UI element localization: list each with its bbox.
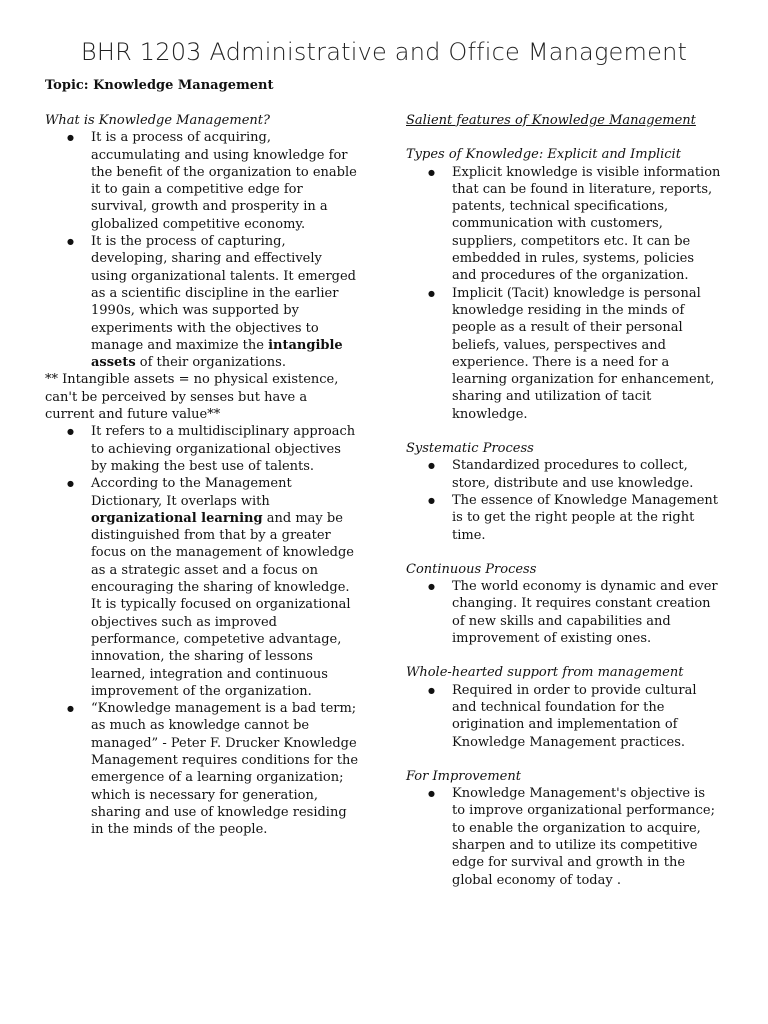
- text-run: of their organizations.: [135, 355, 286, 371]
- list-item: ● “Knowledge management is a bad term; as much as knowledge cannot be managed” - Peter F. Drucker Knowledge Management requires conditions for the emergence of a learning organization; which is necessary for generation, sharing and use of knowledge residing in the minds of the people.: [45, 700, 359, 838]
- what-is-km-heading: What is Knowledge Management?: [45, 113, 270, 128]
- continuous-list: [406, 578, 722, 647]
- improvement-heading: For Improvement: [406, 768, 521, 784]
- list-item: ● Required in order to provide cultural and technical foundation for the origination and implementation of Knowledge Management practices.: [406, 682, 722, 751]
- bold-term: intangible assets: [91, 337, 343, 371]
- list-item: [45, 233, 359, 371]
- text-run: It is the process of capturing, developing, sharing and effectively using organizational talents. It emerged as a scientific discipline in the earlier 1990s, which was supported by experiments with the objectives to manage and maximize the: [91, 234, 357, 353]
- list-item: [45, 475, 359, 700]
- types-heading: Types of Knowledge: Explicit and Implicit: [406, 147, 681, 163]
- what-is-km-list: [45, 129, 359, 371]
- what-is-km-list-continued: [45, 423, 359, 838]
- list-item: ● It is a process of acquiring, accumulating and using knowledge for the benefit of the organization to enable it to gain a competitive edge for survival, growth and prosperity in a globalized competitive economy.: [45, 129, 359, 233]
- document-title: BHR 1203 Administrative and Office Management: [80, 38, 688, 66]
- intangible-assets-note: ** Intangible assets = no physical existence, can't be perceived by senses but have a current and future value**: [45, 372, 339, 423]
- continuous-heading: Continuous Process: [406, 561, 537, 577]
- left-column: [45, 112, 359, 838]
- text-run: According to the Management Dictionary, It overlaps with: [91, 476, 292, 509]
- types-section: [406, 146, 722, 423]
- support-heading: Whole-hearted support from management: [406, 665, 684, 681]
- systematic-heading: Systematic Process: [406, 441, 534, 457]
- right-column: [406, 112, 722, 889]
- list-item: ● It refers to a multidisciplinary approach to achieving organizational objectives by making the best use of talents.: [45, 423, 359, 475]
- improvement-list: [406, 785, 722, 889]
- salient-features-section: [406, 112, 722, 129]
- support-section: [406, 664, 722, 750]
- salient-features-heading: Salient features of Knowledge Management: [406, 113, 696, 128]
- improvement-section: [406, 768, 722, 889]
- list-item: ● Knowledge Management's objective is to improve organizational performance; to enable the organization to acquire, sharpen and to utilize its competitive edge for survival and growth in the global economy of today .: [406, 785, 722, 889]
- list-item: ● The world economy is dynamic and ever changing. It requires constant creation of new skills and capabilities and improvement of existing ones.: [406, 578, 722, 647]
- continuous-section: [406, 561, 722, 647]
- systematic-list: [406, 457, 722, 543]
- text-run: and may be distinguished from that by a greater focus on the management of knowledge as a strategic asset and a focus on encouraging the sharing of knowledge. It is typically focused on organizational objectives such as improved performance, competetive advantage, innovation, the sharing of lessons learned, integration and continuous improvement of the organization.: [91, 510, 354, 699]
- what-is-km-section: [45, 112, 359, 838]
- list-item: ● Standardized procedures to collect, store, distribute and use knowledge.: [406, 457, 722, 492]
- list-item: ● Explicit knowledge is visible information that can be found in literature, reports, patents, technical specifications, communication with customers, suppliers, competitors etc. It can be embedded in rules, systems, policies and procedures of the organization.: [406, 164, 722, 285]
- bold-term: organizational learning: [91, 510, 263, 526]
- types-list: [406, 164, 722, 423]
- list-item: ● Implicit (Tacit) knowledge is personal knowledge residing in the minds of people as a result of their personal beliefs, values, perspectives and experience. There is a need for a learning organization for enhancement, sharing and utilization of tacit knowledge.: [406, 285, 722, 423]
- list-item: ● The essence of Knowledge Management is to get the right people at the right time.: [406, 492, 722, 544]
- support-list: [406, 682, 722, 751]
- topic-heading: Topic: Knowledge Management: [45, 78, 274, 93]
- systematic-section: [406, 440, 722, 544]
